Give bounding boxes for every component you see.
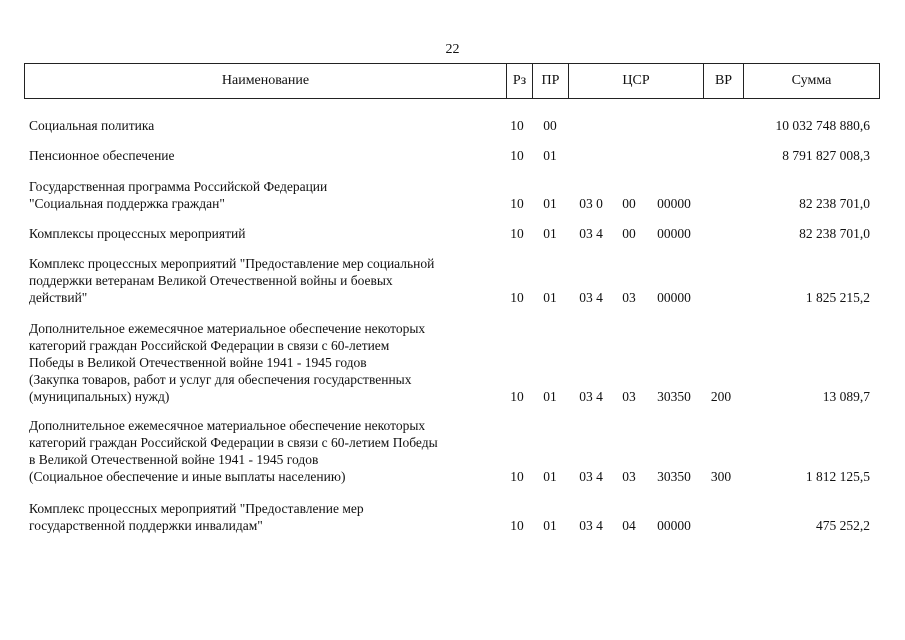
header-csr: ЦСР <box>569 64 704 98</box>
row-csr-direction: 30350 <box>657 389 691 404</box>
row-vr: 300 <box>710 469 732 484</box>
row-sum: 10 032 748 880,6 <box>775 118 870 133</box>
row-rz: 10 <box>510 226 524 241</box>
row-pr: 00 <box>543 118 557 133</box>
row-name: Дополнительное ежемесячное материальное обеспечение некоторых категорий граждан Российской Федерации в связи с 60-летием Победы в Великой Отечественной войне 1941 - 1945 годов (Социальное обеспечение и иные выплаты населению) <box>29 418 438 484</box>
row-name: Пенсионное обеспечение <box>29 148 175 163</box>
table-row <box>24 177 880 212</box>
table-row <box>24 115 880 134</box>
row-name: Социальная политика <box>29 118 155 133</box>
row-pr: 01 <box>543 290 557 305</box>
table-row <box>24 499 880 534</box>
table-row <box>24 145 880 164</box>
row-csr-program: 03 4 <box>579 290 603 305</box>
row-pr: 01 <box>543 389 557 404</box>
row-csr-subprogram: 03 <box>622 469 636 484</box>
row-csr-direction: 30350 <box>657 469 691 484</box>
row-rz: 10 <box>510 518 524 533</box>
row-pr: 01 <box>543 469 557 484</box>
table-row <box>24 318 880 405</box>
row-csr-subprogram: 03 <box>622 290 636 305</box>
header-name: Наименование <box>25 64 507 98</box>
row-sum: 13 089,7 <box>822 389 870 404</box>
row-rz: 10 <box>510 118 524 133</box>
row-rz: 10 <box>510 389 524 404</box>
row-csr-program: 03 4 <box>579 518 603 533</box>
header-pr: ПР <box>533 64 569 98</box>
row-pr: 01 <box>543 518 557 533</box>
row-csr-program: 03 4 <box>579 389 603 404</box>
row-rz: 10 <box>510 196 524 211</box>
row-name: Комплекс процессных мероприятий "Предоставление мер социальной поддержки ветеранам Великой Отечественной войны и боевых действий" <box>29 256 435 305</box>
row-name: Комплекс процессных мероприятий "Предоставление мер государственной поддержки инвалидам" <box>29 501 364 533</box>
row-pr: 01 <box>543 226 557 241</box>
row-csr-program: 03 4 <box>579 226 603 241</box>
row-csr-subprogram: 00 <box>622 196 636 211</box>
table-row <box>24 254 880 306</box>
row-pr: 01 <box>543 196 557 211</box>
row-csr-direction: 00000 <box>657 196 691 211</box>
row-pr: 01 <box>543 148 557 163</box>
row-vr: 200 <box>710 389 732 404</box>
table-row <box>24 416 880 485</box>
row-csr-subprogram: 04 <box>622 518 636 533</box>
row-csr-direction: 00000 <box>657 290 691 305</box>
row-name: Государственная программа Российской Федерации "Социальная поддержка граждан" <box>29 179 328 211</box>
row-csr-direction: 00000 <box>657 518 691 533</box>
row-csr-program: 03 4 <box>579 469 603 484</box>
row-sum: 1 825 215,2 <box>805 290 870 305</box>
table-row <box>24 223 880 242</box>
row-rz: 10 <box>510 290 524 305</box>
row-sum: 475 252,2 <box>816 518 870 533</box>
page-number: 22 <box>445 42 460 57</box>
header-vr: ВР <box>704 64 744 98</box>
row-rz: 10 <box>510 469 524 484</box>
row-sum: 82 238 701,0 <box>799 196 870 211</box>
row-rz: 10 <box>510 148 524 163</box>
row-sum: 8 791 827 008,3 <box>782 148 870 163</box>
row-csr-program: 03 0 <box>579 196 603 211</box>
row-csr-subprogram: 03 <box>622 389 636 404</box>
table-header <box>24 63 880 99</box>
row-sum: 82 238 701,0 <box>799 226 870 241</box>
header-rz: Рз <box>507 64 533 98</box>
row-sum: 1 812 125,5 <box>805 469 870 484</box>
row-csr-subprogram: 00 <box>622 226 636 241</box>
row-csr-direction: 00000 <box>657 226 691 241</box>
header-sum: Сумма <box>791 73 832 88</box>
row-name: Дополнительное ежемесячное материальное обеспечение некоторых категорий граждан Российской Федерации в связи с 60-летием Победы в Великой Отечественной войне 1941 - 1945 годов (Закупка товаров, работ и услуг для обеспечения государственных (муниципальных) нужд) <box>29 321 426 404</box>
row-name: Комплексы процессных мероприятий <box>29 226 246 241</box>
